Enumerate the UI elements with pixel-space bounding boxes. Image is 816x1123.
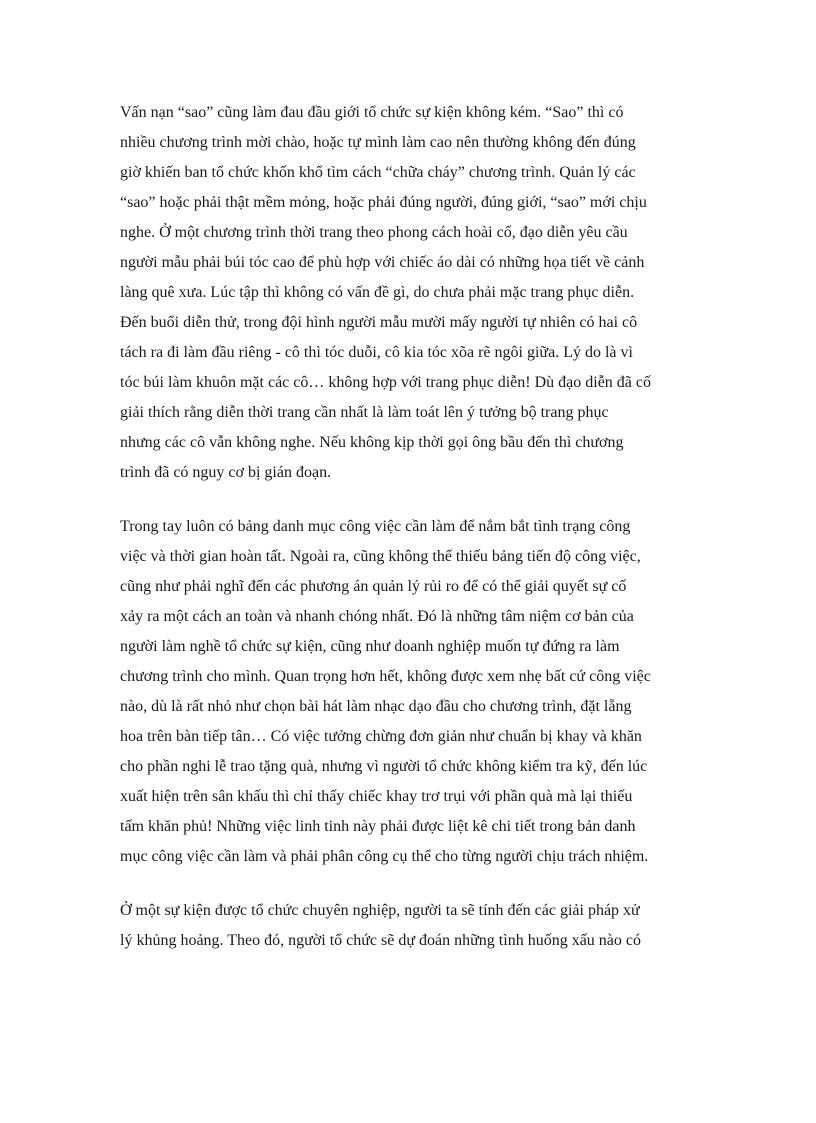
text-line: Trong tay luôn có bảng danh mục công việc cần làm để nắm bắt tình trạng công xyxy=(120,518,631,535)
text-line: Vấn nạn “sao” cũng làm đau đầu giới tổ chức sự kiện không kém. “Sao” thì có xyxy=(120,104,624,121)
document-body xyxy=(120,98,700,956)
text-line: tách ra đi làm đầu riêng - cô thì tóc duỗi, cô kia tóc xõa rẽ ngôi giữa. Lý do là vì xyxy=(120,344,633,361)
text-line: người mẫu phải búi tóc cao để phù hợp với chiếc áo dài có những họa tiết về cảnh xyxy=(120,254,645,271)
text-line: Ở một sự kiện được tổ chức chuyên nghiệp, người ta sẽ tính đến các giải pháp xử xyxy=(120,902,640,919)
text-line: giải thích rằng diễn thời trang cần nhất là làm toát lên ý tưởng bộ trang phục xyxy=(120,404,609,421)
text-line: giờ khiến ban tổ chức khốn khổ tìm cách “chữa cháy” chương trình. Quản lý các xyxy=(120,164,636,181)
text-line: cho phần nghi lễ trao tặng quà, nhưng vì người tổ chức không kiểm tra kỹ, đến lúc xyxy=(120,758,648,775)
text-line: nhiều chương trình mời chào, hoặc tự mình làm cao nên thường không đến đúng xyxy=(120,134,636,151)
paragraph-1 xyxy=(120,98,700,488)
text-line: nhưng các cô vẫn không nghe. Nếu không kịp thời gọi ông bầu đến thì chương xyxy=(120,434,624,451)
paragraph-2 xyxy=(120,512,700,872)
text-line: tóc búi làm khuôn mặt các cô… không hợp với trang phục diễn! Dù đạo diễn đã cố xyxy=(120,374,652,391)
text-line: nào, dù là rất nhỏ như chọn bài hát làm nhạc dạo đầu cho chương trình, đặt lẵng xyxy=(120,698,632,715)
text-line: người làm nghề tổ chức sự kiện, cũng như doanh nghiệp muốn tự đứng ra làm xyxy=(120,638,620,655)
text-line: cũng như phải nghĩ đến các phương án quản lý rủi ro để có thể giải quyết sự cố xyxy=(120,578,627,595)
text-line: “sao” hoặc phải thật mềm mỏng, hoặc phải đúng người, đúng giới, “sao” mới chịu xyxy=(120,194,647,211)
text-line: việc và thời gian hoàn tất. Ngoài ra, cũng không thể thiếu bảng tiến độ công việc, xyxy=(120,548,641,565)
text-line: nghe. Ở một chương trình thời trang theo phong cách hoài cổ, đạo diễn yêu cầu xyxy=(120,224,628,241)
text-line: hoa trên bàn tiếp tân… Có việc tưởng chừng đơn giản như chuẩn bị khay và khăn xyxy=(120,728,642,745)
text-line: mục công việc cần làm và phải phân công cụ thể cho từng người chịu trách nhiệm. xyxy=(120,848,649,865)
text-line: lý khủng hoảng. Theo đó, người tổ chức sẽ dự đoán những tình huống xấu nào có xyxy=(120,932,641,949)
text-line: tấm khăn phủ! Những việc linh tinh này phải được liệt kê chi tiết trong bản danh xyxy=(120,818,636,835)
text-line: xảy ra một cách an toàn và nhanh chóng nhất. Đó là những tâm niệm cơ bản của xyxy=(120,608,634,625)
text-line: trình đã có nguy cơ bị gián đoạn. xyxy=(120,464,332,481)
text-line: làng quê xưa. Lúc tập thì không có vấn đề gì, do chưa phải mặc trang phục diễn. xyxy=(120,284,635,301)
text-line: chương trình cho mình. Quan trọng hơn hết, không được xem nhẹ bất cứ công việc xyxy=(120,668,651,685)
text-line: xuất hiện trên sân khấu thì chỉ thấy chiếc khay trơ trụi với phần quà mà lại thiếu xyxy=(120,788,633,805)
paragraph-3 xyxy=(120,896,700,956)
text-line: Đến buổi diễn thử, trong đội hình người mẫu mười mấy người tự nhiên có hai cô xyxy=(120,314,638,331)
